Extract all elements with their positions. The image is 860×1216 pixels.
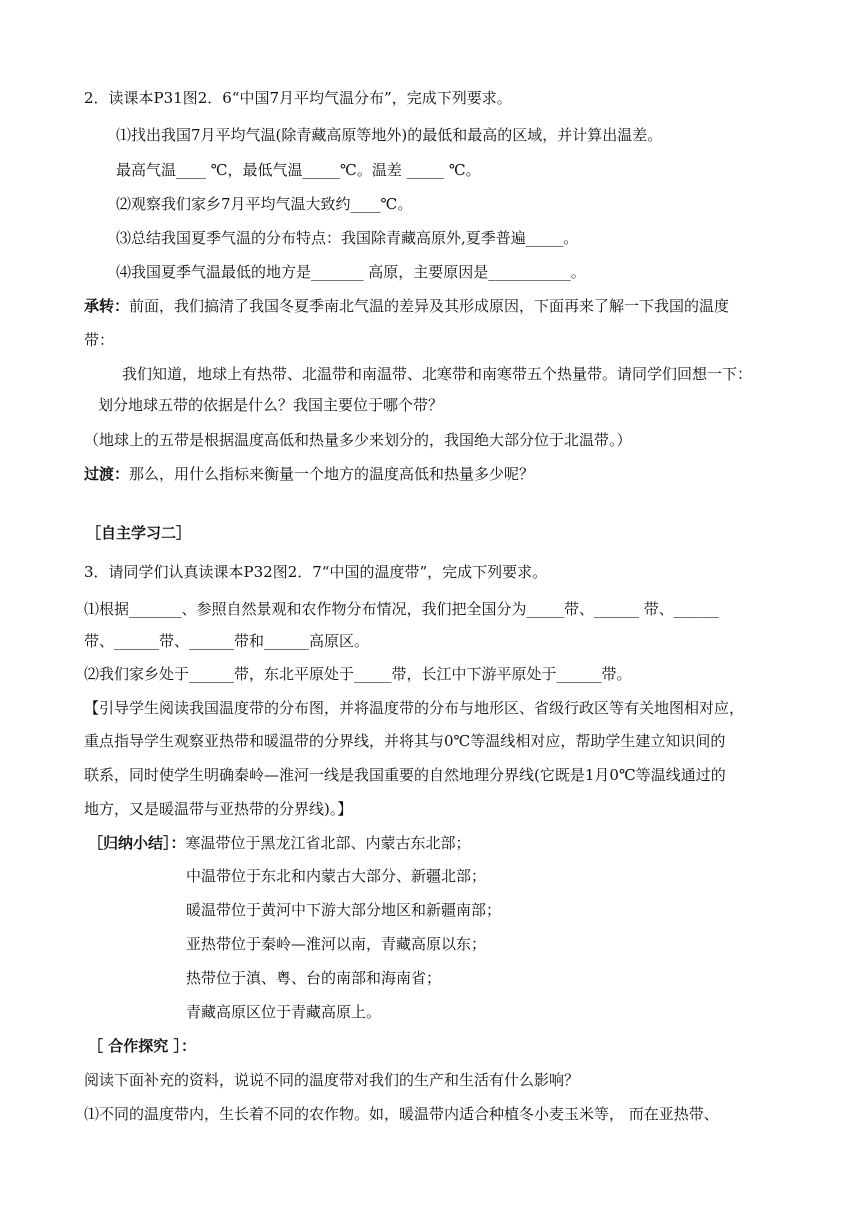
summary-item-plateau: 青藏高原区位于青藏高原上。 — [186, 1003, 382, 1021]
transition-2-paragraph — [84, 464, 534, 484]
transition-label: 承转： — [84, 297, 130, 315]
question-3-heading: 3．请同学们认真读课本P32图2．7“中国的温度带”，完成下列要求。 — [84, 563, 548, 581]
summary-item-warm-temperate: 暖温带位于黄河中下游大部分地区和新疆南部； — [186, 901, 502, 919]
five-zones-answer: （地球上的五带是根据温度高低和热量多少来划分的，我国绝大部分位于北温带。） — [84, 431, 632, 449]
inquiry-material-1: ⑴不同的温度带内，生长着不同的农作物。如，暖温带内适合种植冬小麦玉米等， 而在亚热带、 — [84, 1105, 719, 1123]
question-3-part-1: ⑴根据_______、参照自然景观和农作物分布情况，我们把全国分为_____带、______ 带、______ — [84, 600, 719, 618]
inquiry-prompt: 阅读下面补充的资料，说说不同的温度带对我们的生产和生活有什么影响？ — [84, 1071, 580, 1089]
question-3-part-1-continuation: 带、______带、______带和______高原区。 — [84, 632, 370, 650]
summary-item-subtropical: 亚热带位于秦岭—淮河以南，青藏高原以东； — [186, 935, 487, 953]
question-2-part-2: ⑵观察我们家乡7月平均气温大致约____℃。 — [116, 195, 413, 213]
question-3-part-2: ⑵我们家乡处于______带，东北平原处于_____带，长江中下游平原处于______带。 — [84, 665, 632, 683]
summary-item-tropical: 热带位于滇、粤、台的南部和海南省； — [186, 969, 442, 987]
question-2-part-3: ⑶总结我国夏季气温的分布特点：我国除青藏高原外,夏季普遍_____。 — [116, 229, 579, 247]
transition-2-text: 那么，用什么指标来衡量一个地方的温度高低和热量多少呢？ — [129, 465, 535, 483]
transition-continuation: 带： — [84, 331, 115, 349]
question-2-part-1: ⑴找出我国7月平均气温(除青藏高原等地外)的最低和最高的区域，并计算出温差。 — [116, 126, 663, 144]
section-heading-cooperative-inquiry: ［ 合作探究 ］： — [88, 1037, 196, 1055]
transition-2-label: 过渡： — [84, 465, 130, 483]
guidance-line-2: 重点指导学生观察亚热带和暖温带的分界线，并将其与0℃等温线相对应，帮助学生建立知识间的 — [84, 732, 726, 750]
summary-item-cold-temperate: 寒温带位于黑龙江省北部、内蒙古东北部； — [185, 834, 471, 852]
transition-text: 前面，我们搞清了我国冬夏季南北气温的差异及其形成原因，下面再来了解一下我国的温度 — [129, 297, 730, 315]
summary-item-mid-temperate: 中温带位于东北和内蒙古大部分、新疆北部； — [186, 867, 487, 885]
question-2-part-4: ⑷我国夏季气温最低的地方是_______ 高原，主要原因是___________。 — [116, 263, 586, 281]
section-heading-self-study-2: ［自主学习二］ — [86, 524, 192, 542]
summary-paragraph — [88, 833, 471, 853]
guidance-line-1: 【引导学生阅读我国温度带的分布图，并将温度带的分布与地形区、省级行政区等有关地图相对应， — [84, 699, 745, 717]
guidance-line-4: 地方，又是暖温带与亚热带的分界线)。】 — [84, 800, 353, 818]
five-zones-intro: 我们知道，地球上有热带、北温带和南温带、北寒带和南寒带五个热量带。请同学们回想一下： — [122, 365, 753, 383]
question-2-part-1-blanks: 最高气温____ ℃，最低气温_____℃。温差 _____ ℃。 — [116, 161, 481, 179]
question-2-heading: 2．读课本P31图2．6“中国7月平均气温分布”，完成下列要求。 — [84, 89, 512, 107]
summary-label: ［归纳小结］： — [88, 834, 186, 852]
guidance-line-3: 联系，同时使学生明确秦岭—淮河一线是我国重要的自然地理分界线(它既是1月0℃等温线通过的 — [84, 766, 726, 784]
five-zones-question: 划分地球五带的依据是什么？我国主要位于哪个带？ — [98, 396, 444, 414]
transition-paragraph — [84, 296, 729, 316]
